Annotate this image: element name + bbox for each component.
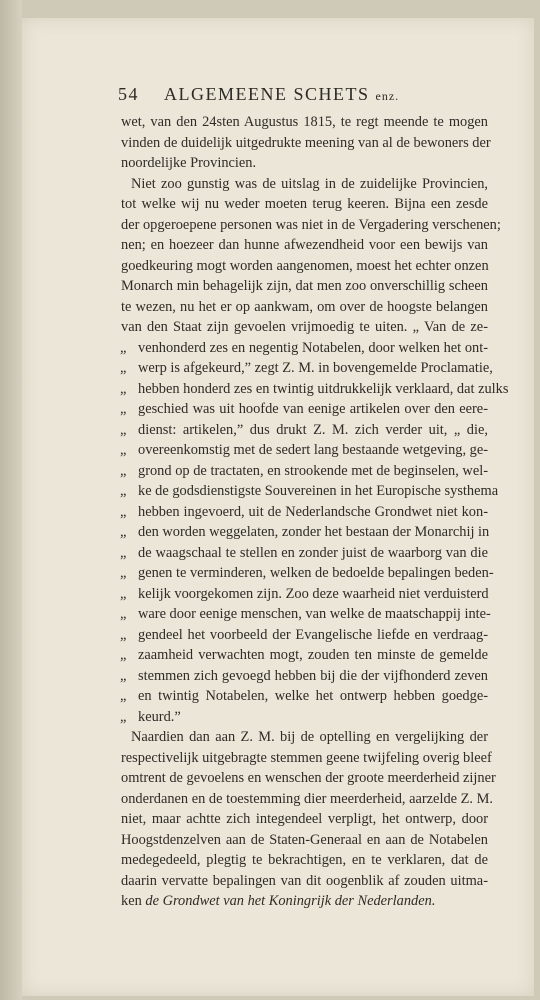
line-text: venhonderd zes en negentig Notabelen, door welken het ont- bbox=[138, 339, 488, 356]
quote-mark: „ bbox=[120, 483, 127, 499]
text-line bbox=[121, 420, 488, 441]
line-text: respectivelijk uitgebragte stemmen geene twijfeling overig bleef bbox=[121, 749, 492, 766]
quote-mark: „ bbox=[120, 688, 127, 704]
line-text: ken bbox=[121, 893, 146, 909]
text-line bbox=[121, 502, 488, 523]
text-line bbox=[121, 522, 488, 543]
line-text: den worden weggelaten, zonder het bestaan der Monarchij in bbox=[138, 524, 490, 540]
line-text: onderdanen en de toestemming dier meerderheid, aarzelde Z. M. bbox=[121, 790, 493, 807]
line-text: en twintig Notabelen, welke het ontwerp hebben goedge- bbox=[138, 688, 488, 704]
text-line bbox=[120, 379, 509, 400]
line-text: overeenkomstig met de sedert lang bestaande wetgeving, ge- bbox=[138, 442, 489, 458]
text-line bbox=[121, 830, 488, 851]
text-line bbox=[121, 666, 488, 687]
text-line bbox=[121, 297, 488, 318]
line-text: ware door eenige menschen, van welke de maatschappij inte- bbox=[138, 606, 491, 622]
quote-mark: „ bbox=[120, 462, 127, 479]
quote-mark: „ bbox=[120, 380, 127, 397]
line-text: medegedeeld, plegtig te bekrachtigen, en te verklaren, dat de bbox=[121, 852, 488, 868]
quote-mark: „ bbox=[120, 401, 127, 417]
quote-mark: „ bbox=[120, 606, 127, 622]
quote-mark: „ bbox=[120, 667, 127, 684]
line-text: hebben honderd zes en twintig uitdrukkelijk verklaard, dat zulks bbox=[138, 380, 509, 397]
line-text: wet, van den 24sten Augustus 1815, te regt meende te mogen bbox=[121, 114, 488, 130]
line-text: niet, maar achtte zich integendeel verpligt, het ontwerp, door bbox=[121, 811, 488, 827]
line-text: omtrent de gevoelens en wenschen der groote meerderheid zijner bbox=[121, 770, 496, 786]
quote-mark: „ bbox=[120, 442, 127, 458]
text-line bbox=[121, 317, 488, 338]
line-text: van den Staat zijn gevoelen vrijmoedig te uiten. „ Van de ze- bbox=[121, 319, 488, 335]
line-text: daarin vervatte bepalingen van dit oogenblik af zouden uitma- bbox=[121, 872, 488, 889]
running-title: ALGEMEENE SCHETS bbox=[164, 84, 370, 104]
running-header bbox=[118, 84, 458, 105]
line-text: vinden de duidelijk uitgedrukte meening van al de bewoners der bbox=[121, 134, 491, 151]
quote-mark: „ bbox=[120, 647, 127, 663]
quote-mark: „ bbox=[120, 524, 127, 540]
text-line bbox=[121, 276, 488, 297]
text-line bbox=[121, 891, 488, 912]
body-text bbox=[120, 112, 509, 912]
quote-mark: „ bbox=[120, 339, 127, 356]
text-line bbox=[121, 707, 488, 728]
text-line bbox=[121, 235, 488, 256]
italic-title: de Grondwet van het Koningrijk der Nederlanden. bbox=[145, 893, 436, 909]
line-text: nen; en hoezeer dan hunne afwezendheid voor een bewijs van bbox=[121, 237, 488, 253]
line-text: zaamheid verwachten mogt, zouden ten minste de gemelde bbox=[138, 647, 488, 663]
line-text: genen te verminderen, welken de bedoelde bepalingen beden- bbox=[138, 565, 494, 581]
quote-mark: „ bbox=[120, 503, 127, 520]
quote-mark: „ bbox=[120, 360, 127, 376]
line-text: Hoogstdenzelven aan de Staten-Generaal en aan de Notabelen bbox=[121, 831, 488, 848]
quote-mark: „ bbox=[120, 626, 127, 643]
running-title-suffix: enz. bbox=[375, 89, 400, 103]
text-line bbox=[121, 789, 493, 810]
text-line bbox=[121, 440, 488, 461]
line-text: Monarch min behagelijk zijn, dat men zoo onverschillig scheen bbox=[121, 278, 488, 294]
book-gutter bbox=[0, 0, 22, 1000]
quote-mark: „ bbox=[120, 544, 127, 561]
text-line bbox=[121, 256, 488, 277]
text-line bbox=[121, 153, 488, 174]
text-line bbox=[121, 543, 488, 564]
line-text: noordelijke Provincien. bbox=[121, 155, 257, 171]
quote-mark: „ bbox=[120, 565, 127, 581]
text-line bbox=[120, 358, 493, 379]
text-line bbox=[121, 748, 492, 769]
line-text: ke de godsdienstigste Souvereinen in het Europische systhema bbox=[138, 483, 499, 499]
text-line bbox=[121, 768, 496, 789]
text-line bbox=[121, 194, 488, 215]
text-line bbox=[121, 850, 488, 871]
text-line bbox=[121, 584, 488, 605]
line-text: Naardien dan aan Z. M. bij de optelling en vergelijking der bbox=[131, 729, 488, 745]
text-line bbox=[121, 625, 488, 646]
line-text: tot welke wij nu weder moeten terug keeren. Bijna een zesde bbox=[121, 196, 488, 212]
line-text: kelijk voorgekomen zijn. Zoo deze waarheid niet verduisterd bbox=[138, 585, 489, 602]
line-text: grond op de tractaten, en strookende met de beginselen, wel- bbox=[138, 462, 488, 479]
text-line bbox=[121, 174, 488, 195]
text-line bbox=[121, 112, 488, 133]
text-line bbox=[121, 809, 488, 830]
text-line bbox=[120, 604, 491, 625]
line-text: werp is afgekeurd,” zegt Z. M. in bovengemelde Proclamatie, bbox=[138, 360, 493, 376]
text-line bbox=[121, 338, 488, 359]
quote-mark: „ bbox=[120, 585, 127, 602]
text-line bbox=[121, 727, 488, 748]
line-text: te wezen, nu het er op aankwam, om over de hoogste belangen bbox=[121, 298, 488, 315]
line-text: Niet zoo gunstig was de uitslag in de zuidelijke Provincien, bbox=[131, 175, 488, 192]
line-text: der opgeroepene personen was niet in de Vergadering verschenen; bbox=[121, 216, 501, 233]
page-number: 54 bbox=[118, 84, 139, 104]
text-line bbox=[121, 215, 501, 236]
line-text: gendeel het voorbeeld der Evangelische liefde en verdraag- bbox=[138, 626, 488, 643]
text-line bbox=[121, 399, 488, 420]
text-line bbox=[121, 461, 488, 482]
line-text: de waagschaal te stellen en zonder juist de waarborg van die bbox=[138, 544, 488, 561]
text-line bbox=[121, 133, 491, 154]
text-line bbox=[121, 686, 488, 707]
text-line bbox=[121, 645, 488, 666]
quote-mark: „ bbox=[120, 421, 127, 438]
line-text: keurd.” bbox=[138, 708, 181, 725]
text-line bbox=[120, 481, 499, 502]
line-text: geschied was uit hoofde van eenige artikelen over den eere- bbox=[138, 401, 488, 417]
text-line bbox=[121, 871, 488, 892]
line-text: stemmen zich gevoegd hebben bij die der vijfhonderd zeven bbox=[138, 667, 488, 684]
text-line bbox=[120, 563, 494, 584]
line-text: dienst: artikelen,” dus drukt Z. M. zich verder uit, „ die, bbox=[138, 421, 488, 438]
line-text: goedkeuring mogt worden aangenomen, moest het echter onzen bbox=[121, 257, 489, 274]
quote-mark: „ bbox=[120, 708, 127, 725]
line-text: hebben ingevoerd, uit de Nederlandsche Grondwet niet kon- bbox=[138, 503, 488, 520]
